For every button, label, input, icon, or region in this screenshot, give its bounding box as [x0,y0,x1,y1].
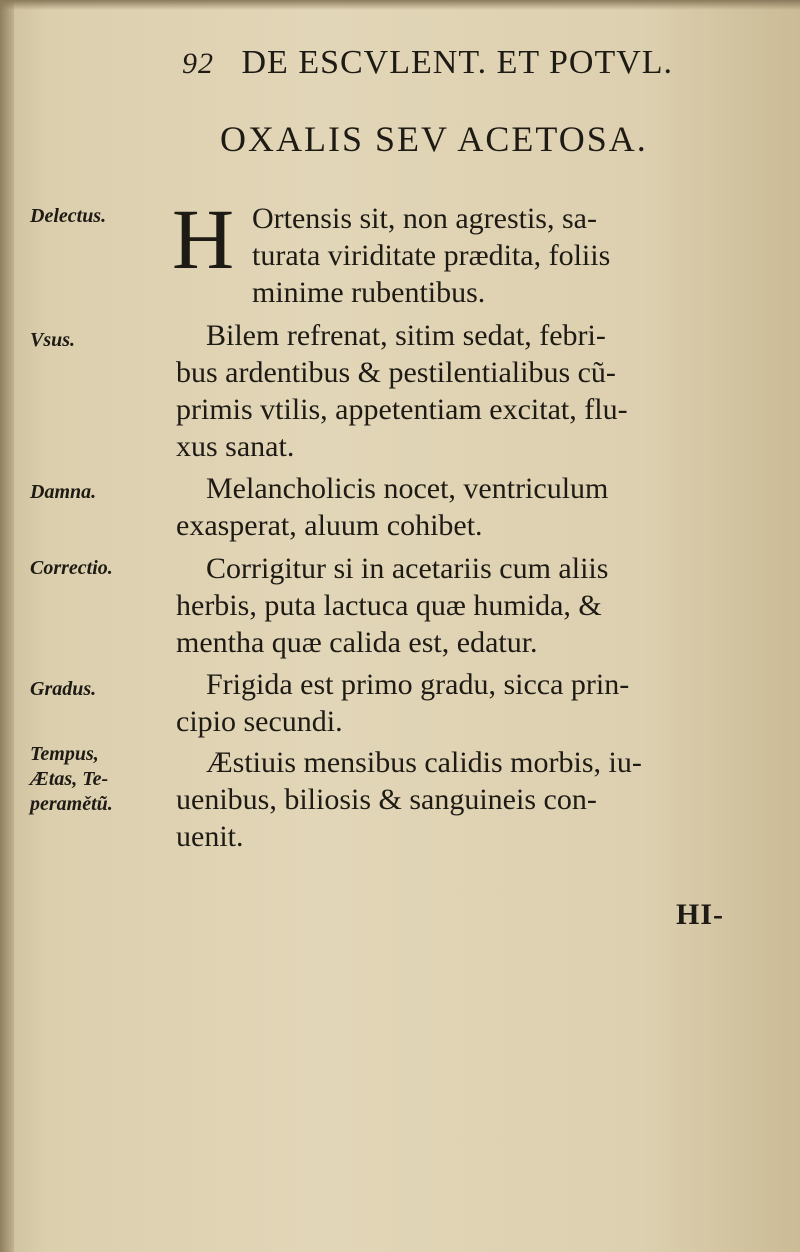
text-line: Corrigitur si in acetariis cum aliis [206,552,609,585]
margin-note-tempus-line: Tempus, [30,743,99,765]
text-line: xus sanat. [176,430,295,463]
text-line: Bilem refrenat, sitim sedat, febri- [206,319,606,352]
page-number: 92 [182,47,214,80]
running-title: DE ESCVLENT. ET POTVL. [241,44,674,81]
text-line: Frigida est primo gradu, sicca prin- [206,668,630,701]
text-line: uenibus, biliosis & sanguineis con- [176,783,597,816]
paragraph-usus [176,317,756,465]
margin-note-gradus: Gradus. [30,678,97,700]
text-line: turata viriditate prædita, foliis [252,239,611,272]
text-line: exasperat, aluum cohibet. [176,509,483,542]
text-line: Æstiuis mensibus calidis morbis, iu- [206,746,642,779]
margin-note-tempus-line: peramětũ. [30,793,113,815]
page-edge [0,0,14,1252]
drop-cap: H [172,191,235,287]
text-line: Ortensis sit, non agrestis, sa- [252,202,597,235]
text-line: mentha quæ calida est, edatur. [176,626,538,659]
margin-note-tempus-line: Ætas, Te- [30,768,109,790]
running-header [182,44,762,94]
paragraph-tempus [176,744,756,855]
paragraph-correctio [176,550,756,661]
margin-note-delectus: Delectus. [30,205,107,227]
margin-note-tempus [30,742,113,817]
paragraph-gradus [176,666,756,740]
text-line: minime rubentibus. [252,276,486,309]
margin-note-usus: Vsus. [30,329,76,351]
text-line: cipio secundi. [176,705,343,738]
paragraph-damna [176,470,756,544]
margin-note-damna: Damna. [30,481,97,503]
text-line: herbis, puta lactuca quæ humida, & [176,589,602,622]
text-line: bus ardentibus & pestilentialibus cũ- [176,356,616,389]
text-line: uenit. [176,820,244,853]
margin-note-correctio: Correctio. [30,557,113,579]
section-title: OXALIS SEV ACETOSA. [220,119,648,159]
text-line: Melancholicis nocet, ventriculum [206,472,609,505]
page-top-edge [0,0,800,10]
catchword: HI- [676,898,724,931]
paragraph-delectus [252,200,762,311]
text-line: primis vtilis, appetentiam excitat, flu- [176,393,628,426]
